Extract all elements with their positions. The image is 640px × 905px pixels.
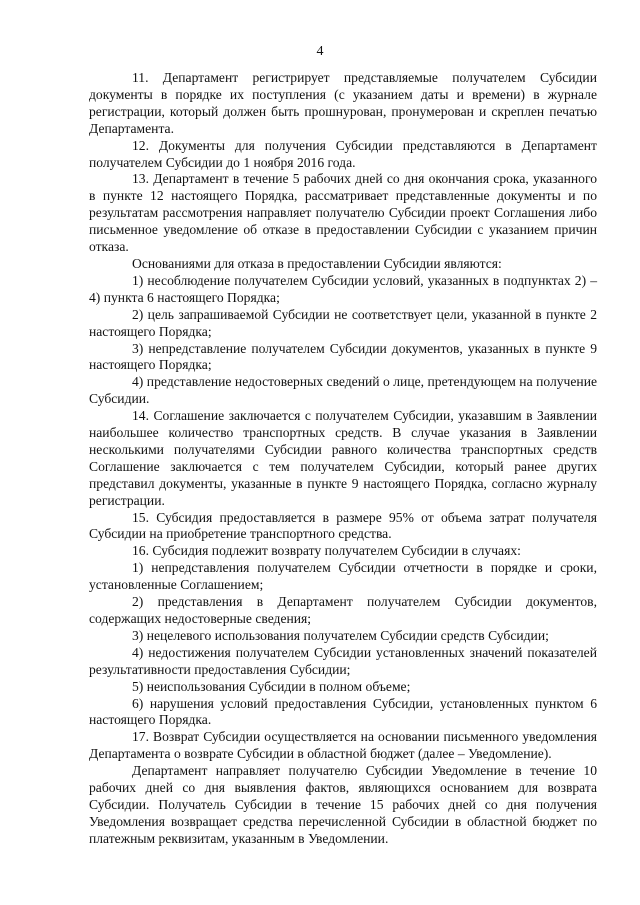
refund-case-6: 6) нарушения условий предоставления Субсидии, установленных пунктом 6 настоящего Порядка. [89, 695, 597, 728]
page-number: 4 [316, 44, 324, 59]
paragraph-12: 12. Документы для получения Субсидии представляются в Департамент получателем Субсидии до 1 ноября 2016 года. [89, 137, 597, 170]
paragraph-11: 11. Департамент регистрирует представляемые получателем Субсидии документы в порядке их поступления (с указанием даты и времени) в журнале регистрации, который должен быть прошнурован, пронумерован и скреплен печатью Департамента. [89, 70, 597, 136]
refund-case-3: 3) нецелевого использования получателем Субсидии средств Субсидии; [132, 627, 549, 643]
document-body [89, 70, 597, 848]
paragraph-17: 17. Возврат Субсидии осуществляется на основании письменного уведомления Департамента о возврате Субсидии в областной бюджет (далее – Уведомление). [89, 729, 597, 762]
refund-case-1: 1) непредставления получателем Субсидии отчетности в порядке и сроки, установленные Соглашением; [89, 560, 597, 593]
refund-case-4: 4) недостижения получателем Субсидии установленных значений показателей результативности предоставления Субсидии; [89, 644, 597, 677]
refusal-ground-1: 1) несоблюдение получателем Субсидии условий, указанных в подпунктах 2) – 4) пункта 6 настоящего Порядка; [89, 272, 597, 305]
refusal-ground-4: 4) представление недостоверных сведений о лице, претендующем на получение Субсидии. [89, 374, 597, 407]
refusal-ground-3: 3) непредставление получателем Субсидии документов, указанных в пункте 9 настоящего Порядка; [89, 340, 597, 373]
paragraph-14: 14. Соглашение заключается с получателем Субсидии, указавшим в Заявлении наибольшее количество транспортных средств. В случае указания в Заявлении несколькими получателями Субсидии равного количества транспортных средств Соглашение заключается с тем получателем Субсидии, который ранее других представил документы, указанные в пункте 9 настоящего Порядка, согласно журналу регистрации. [89, 408, 597, 508]
paragraph-13: 13. Департамент в течение 5 рабочих дней со дня окончания срока, указанного в пункте 12 настоящего Порядка, рассматривает представленные документы и по результатам рассмотрения направляет получателю Субсидии проект Соглашения либо письменное уведомление об отказе в предоставлении Субсидии с указанием причин отказа. [89, 171, 597, 255]
refusal-ground-2: 2) цель запрашиваемой Субсидии не соответствует цели, указанной в пункте 2 настоящего Порядка; [89, 306, 597, 339]
notification-paragraph: Департамент направляет получателю Субсидии Уведомление в течение 10 рабочих дней со дня выявления фактов, являющихся основанием для возврата Субсидии. Получатель Субсидии в течение 15 рабочих дней со дня получения Уведомления возвращает средства перечисленной Субсидии в областной бюджет по платежным реквизитам, указанным в Уведомлении. [89, 763, 597, 846]
paragraph-16: 16. Субсидия подлежит возврату получателем Субсидии в случаях: [132, 543, 521, 559]
refund-case-5: 5) неиспользования Субсидии в полном объеме; [132, 678, 411, 694]
refusal-grounds-intro: Основаниями для отказа в предоставлении Субсидии являются: [132, 255, 502, 271]
refund-case-2: 2) представления в Департамент получателем Субсидии документов, содержащих недостоверные сведения; [89, 594, 597, 626]
paragraph-15: 15. Субсидия предоставляется в размере 95% от объема затрат получателя Субсидии на приобретение транспортного средства. [89, 509, 597, 542]
